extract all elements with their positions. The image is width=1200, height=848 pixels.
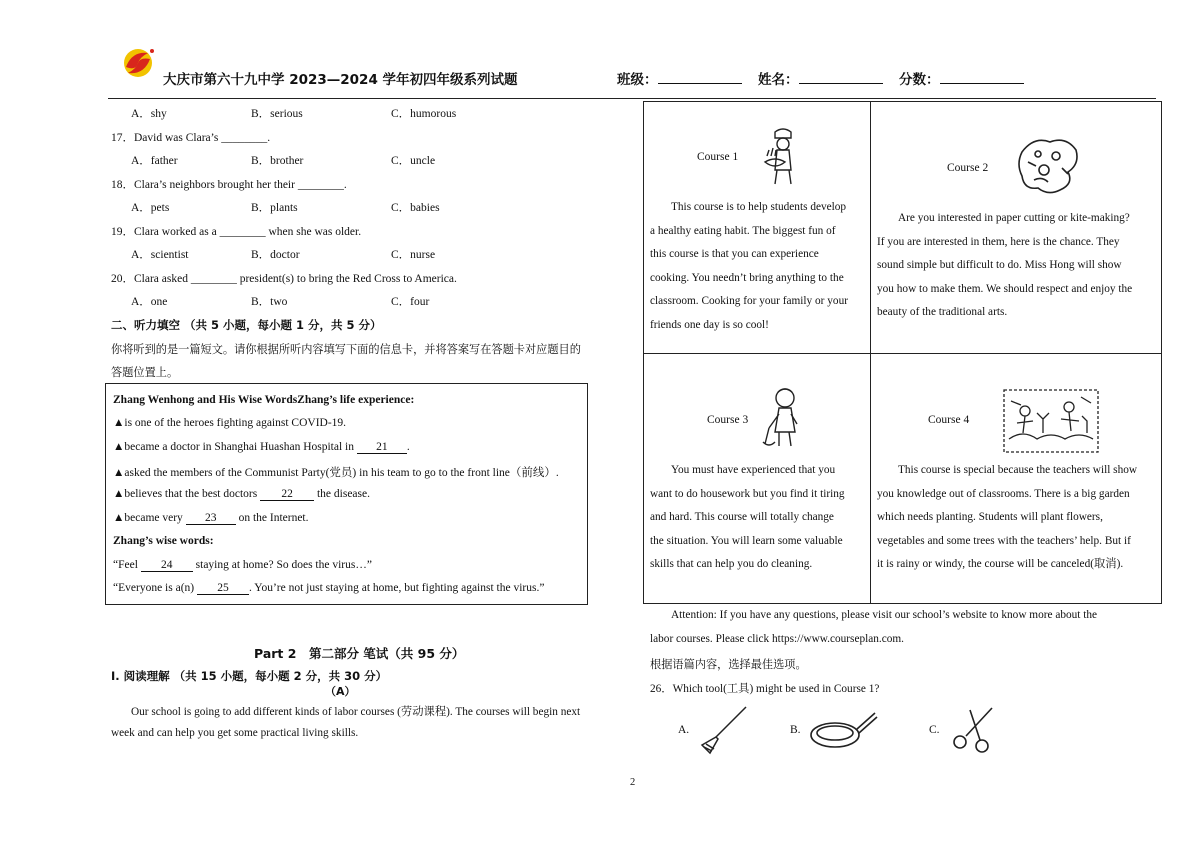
course-3-line-4: the situation. You will learn some valuable	[650, 534, 843, 547]
paper-cutting-illustration	[1014, 132, 1084, 198]
q20-option-a: A．one	[131, 296, 168, 308]
card-line-5	[113, 512, 309, 525]
class-field	[617, 68, 742, 88]
course-2-line-4: you how to make them. We should respect and enjoy the	[877, 282, 1133, 295]
answer-blank-23[interactable]: 23	[186, 512, 236, 525]
section2-instruction-2: 答题位置上。	[111, 366, 179, 379]
name-label: 姓名：	[758, 72, 799, 88]
wise-words-1-text: “Feel	[113, 559, 141, 571]
card-line-2-end: .	[406, 441, 410, 453]
q18-option-b: B．plants	[251, 202, 298, 214]
question-19: 19．Clara worked as a ________ when she was older.	[111, 226, 362, 238]
q26-option-c-label: C.	[929, 724, 940, 736]
score-field	[899, 68, 1024, 88]
header-rule	[108, 98, 1156, 99]
cleaning-illustration	[761, 384, 805, 452]
part2-title: Part 2 第二部分 笔试（共 95 分）	[254, 646, 465, 661]
q26-option-a-label: A.	[678, 724, 690, 736]
page-number: 2	[630, 777, 636, 788]
course-2-text	[877, 207, 1155, 325]
course-grid	[643, 101, 1162, 604]
course-1-text	[650, 196, 865, 337]
course-4-line-1: This course is special because the teachers will show	[898, 464, 1138, 476]
wise-words-2-text: “Everyone is a(n)	[113, 582, 197, 594]
course-1-label: Course 1	[697, 151, 739, 163]
course-3-line-1: You must have experienced that you	[671, 464, 836, 476]
answer-blank-24[interactable]: 24	[141, 559, 193, 572]
card-line-5-end: on the Internet.	[235, 512, 309, 524]
course-3-label: Course 3	[707, 414, 749, 426]
wise-words-1-end: staying at home? So does the virus…”	[192, 559, 372, 571]
course-3-line-3: and hard. This course will totally change	[650, 511, 834, 523]
score-label: 分数：	[899, 72, 940, 88]
q26-option-b-label: B.	[790, 724, 801, 736]
course-1-line-3: this course is that you can experience	[650, 248, 819, 260]
card-line-3: ▲asked the members of the Communist Party(党员) in his team to go to the front line（前线）.	[113, 467, 559, 479]
wise-words-heading: Zhang’s wise words:	[113, 535, 214, 547]
answer-blank-21[interactable]: 21	[357, 441, 407, 454]
card-line-2	[113, 441, 410, 454]
q19-option-b: B．doctor	[251, 249, 300, 261]
wise-words-2-end: . You’re not just staying at home, but fighting against the virus.”	[248, 582, 545, 594]
question-20: 20．Clara asked ________ president(s) to bring the Red Cross to America.	[111, 273, 457, 285]
exam-title: 大庆市第六十九中学 2023—2024 学年初四年级系列试题	[163, 72, 518, 88]
course-4-text	[877, 459, 1155, 577]
q17-option-a: A．father	[131, 155, 178, 167]
card-line-5-text: ▲became very	[113, 512, 186, 524]
course-2-line-1: Are you interested in paper cutting or kite-making?	[898, 212, 1130, 224]
course-4-line-5: it is rainy or windy, the course will be canceled(取消).	[877, 558, 1124, 570]
course-2-line-5: beauty of the traditional arts.	[877, 306, 1008, 318]
scissors-icon[interactable]	[950, 706, 996, 754]
attention-line-2: labor courses. Please click https://www.courseplan.com.	[650, 633, 905, 645]
section2-instruction-1: 你将听到的是一篇短文。请你根据所听内容填写下面的信息卡，并将答案写在答题卡对应题目的	[111, 343, 581, 356]
q17-option-b: B．brother	[251, 155, 304, 167]
broom-icon[interactable]	[696, 705, 750, 755]
cooking-illustration	[761, 126, 805, 188]
course-3-line-5: skills that can help you do cleaning.	[650, 558, 813, 570]
question-17: 17．David was Clara’s ________.	[111, 132, 271, 144]
attention-line-1: Attention: If you have any questions, please visit our school’s website to know more about the	[671, 609, 1098, 621]
course-2-line-3: sound simple but difficult to do. Miss Hong will show	[877, 259, 1122, 271]
q16-option-a: A．shy	[131, 108, 167, 120]
course-1-line-2: a healthy eating habit. The biggest fun of	[650, 224, 836, 237]
section2-title: 二、听力填空 （共 5 小题，每小题 1 分，共 5 分）	[111, 318, 382, 332]
course-4-label: Course 4	[928, 414, 970, 426]
question-26: 26．Which tool(工具) might be used in Course 1?	[650, 683, 880, 695]
course-1-line-5: classroom. Cooking for your family or your	[650, 295, 848, 307]
card-line-2-text: ▲became a doctor in Shanghai Huashan Hospital in	[113, 441, 357, 453]
choose-instruction: 根据语篇内容，选择最佳选项。	[650, 658, 807, 671]
answer-blank-25[interactable]: 25	[197, 582, 249, 595]
frying-pan-icon[interactable]	[807, 709, 879, 755]
answer-blank-22[interactable]: 22	[260, 488, 314, 501]
q20-option-b: B．two	[251, 296, 288, 308]
course-4-line-2: you knowledge out of classrooms. There is a big garden	[877, 487, 1130, 500]
q18-option-a: A．pets	[131, 202, 170, 214]
q16-option-c: C．humorous	[391, 108, 457, 120]
course-4-line-3: which needs planting. Students will plant flowers,	[877, 511, 1103, 523]
course-4-line-4: vegetables and some trees with the teachers’ help. But if	[877, 534, 1131, 547]
course-3-text	[650, 459, 865, 577]
class-label: 班级：	[617, 72, 658, 88]
q17-option-c: C．uncle	[391, 155, 436, 167]
intro-paragraph-2: week and can help you get some practical living skills.	[111, 727, 359, 739]
info-card	[105, 383, 588, 605]
course-2-line-2: If you are interested in them, here is the chance. They	[877, 235, 1120, 248]
card-heading: Zhang Wenhong and His Wise WordsZhang’s life experience:	[113, 394, 415, 406]
q19-option-a: A．scientist	[131, 249, 189, 261]
name-field	[758, 68, 883, 88]
question-18: 18．Clara’s neighbors brought her their ________.	[111, 179, 347, 191]
q16-option-b: B．serious	[251, 108, 303, 120]
card-line-4-end: the disease.	[314, 488, 370, 500]
course-1-line-4: cooking. You needn’t bring anything to the	[650, 271, 844, 284]
course-3-line-2: want to do housework but you find it tiring	[650, 487, 845, 500]
school-logo	[118, 45, 158, 81]
course-1-line-6: friends one day is so cool!	[650, 318, 769, 331]
passage-label: （A）	[325, 685, 356, 698]
reading-section-title: Ⅰ. 阅读理解 （共 15 小题，每小题 2 分，共 30 分）	[111, 669, 388, 683]
card-line-1: ▲is one of the heroes fighting against COVID-19.	[113, 417, 347, 429]
card-line-4-text: ▲believes that the best doctors	[113, 488, 261, 500]
q18-option-c: C．babies	[391, 202, 440, 214]
card-line-4	[113, 488, 370, 501]
course-2-label: Course 2	[947, 162, 989, 174]
q19-option-c: C．nurse	[391, 249, 436, 261]
intro-paragraph-1: Our school is going to add different kinds of labor courses (劳动课程). The courses will begin next	[131, 706, 581, 718]
wise-words-1	[113, 559, 372, 572]
course-1-line-1: This course is to help students develop	[671, 201, 847, 213]
wise-words-2	[113, 582, 544, 595]
q20-option-c: C．four	[391, 296, 430, 308]
gardening-illustration	[1003, 389, 1099, 453]
grid-horizontal-divider	[644, 353, 1161, 354]
